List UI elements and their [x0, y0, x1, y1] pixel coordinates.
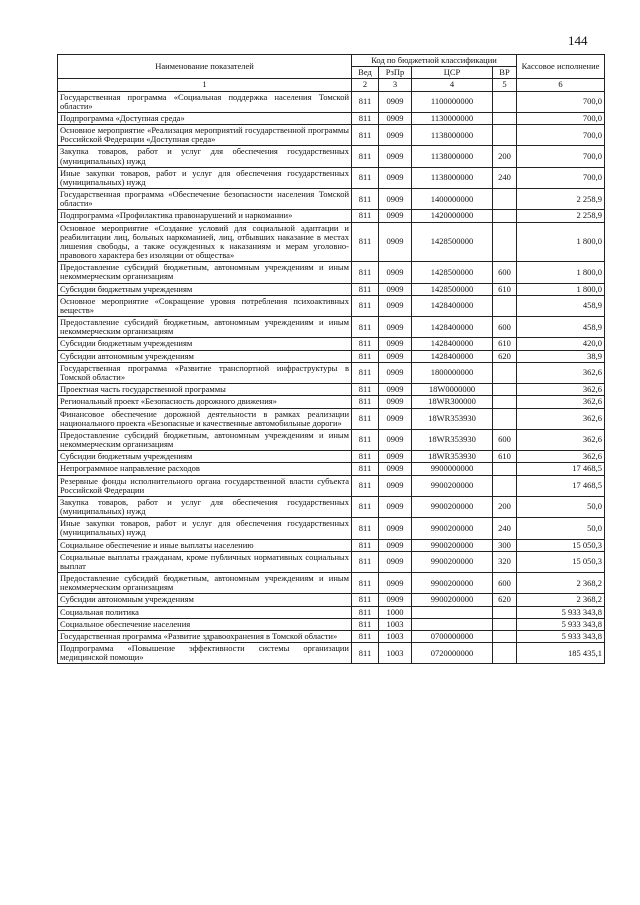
row-amount: 5 933 343,8 [517, 630, 605, 642]
row-csr: 1800000000 [412, 362, 493, 383]
row-vr: 610 [493, 283, 517, 295]
row-ved: 811 [352, 125, 379, 146]
row-csr: 9900200000 [412, 573, 493, 594]
row-amount: 420,0 [517, 338, 605, 350]
row-csr: 1138000000 [412, 125, 493, 146]
row-ved: 811 [352, 350, 379, 362]
row-amount: 17 468,5 [517, 475, 605, 496]
table-row [58, 539, 605, 551]
row-rzpr: 0909 [379, 594, 412, 606]
row-amount: 5 933 343,8 [517, 618, 605, 630]
row-name: Социальная политика [58, 606, 352, 618]
row-vr: 200 [493, 496, 517, 517]
table-row [58, 606, 605, 618]
row-csr: 9900200000 [412, 539, 493, 551]
row-rzpr: 0909 [379, 396, 412, 408]
row-rzpr: 0909 [379, 295, 412, 316]
row-name: Иные закупки товаров, работ и услуг для обеспечения государственных (муниципальных) нужд [58, 518, 352, 539]
row-name: Подпрограмма «Профилактика правонарушений и наркомании» [58, 210, 352, 222]
row-name: Предоставление субсидий бюджетным, автономным учреждениям и иным некоммерческим организациям [58, 429, 352, 450]
row-amount: 1 800,0 [517, 222, 605, 262]
row-csr: 0700000000 [412, 630, 493, 642]
row-rzpr: 0909 [379, 112, 412, 124]
header-num-3: 3 [379, 79, 412, 91]
row-csr: 1428400000 [412, 338, 493, 350]
row-amount: 1 800,0 [517, 283, 605, 295]
row-name: Иные закупки товаров, работ и услуг для обеспечения государственных (муниципальных) нужд [58, 167, 352, 188]
table-row [58, 146, 605, 167]
row-rzpr: 0909 [379, 222, 412, 262]
row-rzpr: 0909 [379, 518, 412, 539]
row-amount: 1 800,0 [517, 262, 605, 283]
row-csr: 1428500000 [412, 283, 493, 295]
row-name: Подпрограмма «Доступная среда» [58, 112, 352, 124]
table-row [58, 262, 605, 283]
row-name: Государственная программа «Социальная поддержка населения Томской области» [58, 91, 352, 112]
row-rzpr: 0909 [379, 125, 412, 146]
row-amount: 2 368,2 [517, 573, 605, 594]
table-header [58, 55, 605, 92]
row-amount: 2 368,2 [517, 594, 605, 606]
table-row [58, 518, 605, 539]
row-vr [493, 210, 517, 222]
row-amount: 2 258,9 [517, 189, 605, 210]
table-row [58, 451, 605, 463]
row-name: Непрограммное направление расходов [58, 463, 352, 475]
row-name: Основное мероприятие «Создание условий для социальной адаптации и реабилитации лиц, больных наркоманией, лиц, отбывших наказание в местах лишения свободы, а также осужденных к наказаниям и мерам уголовно-правового характера без изоляции от общества» [58, 222, 352, 262]
row-csr: 1400000000 [412, 189, 493, 210]
row-vr: 320 [493, 551, 517, 572]
row-csr: 18WR353930 [412, 429, 493, 450]
table-row [58, 496, 605, 517]
row-vr [493, 606, 517, 618]
row-amount: 362,6 [517, 408, 605, 429]
page-number: 144 [568, 33, 588, 48]
row-amount: 700,0 [517, 91, 605, 112]
row-name: Подпрограмма «Повышение эффективности системы организации медицинской помощи» [58, 643, 352, 664]
row-csr: 1420000000 [412, 210, 493, 222]
row-name: Предоставление субсидий бюджетным, автономным учреждениям и иным некоммерческим организациям [58, 573, 352, 594]
row-rzpr: 0909 [379, 475, 412, 496]
row-csr: 18WR353930 [412, 451, 493, 463]
row-vr: 300 [493, 539, 517, 551]
table-row [58, 125, 605, 146]
row-amount: 362,6 [517, 429, 605, 450]
row-amount: 362,6 [517, 396, 605, 408]
row-vr [493, 189, 517, 210]
row-rzpr: 0909 [379, 384, 412, 396]
row-csr: 9900200000 [412, 496, 493, 517]
table-row [58, 594, 605, 606]
row-csr: 9900200000 [412, 475, 493, 496]
row-ved: 811 [352, 362, 379, 383]
row-ved: 811 [352, 408, 379, 429]
row-csr: 9900000000 [412, 463, 493, 475]
header-ved: Вед [352, 67, 379, 79]
row-amount: 458,9 [517, 295, 605, 316]
row-rzpr: 0909 [379, 496, 412, 517]
header-name-column: Наименование показателей [58, 55, 352, 79]
table-row [58, 643, 605, 664]
row-rzpr: 0909 [379, 146, 412, 167]
row-vr [493, 222, 517, 262]
table-body [58, 91, 605, 664]
row-vr [493, 362, 517, 383]
row-amount: 38,9 [517, 350, 605, 362]
row-ved: 811 [352, 463, 379, 475]
row-csr: 0720000000 [412, 643, 493, 664]
table-row [58, 475, 605, 496]
row-csr: 1138000000 [412, 146, 493, 167]
row-amount: 5 933 343,8 [517, 606, 605, 618]
row-rzpr: 0909 [379, 463, 412, 475]
row-rzpr: 1000 [379, 606, 412, 618]
table-row [58, 463, 605, 475]
row-vr: 200 [493, 146, 517, 167]
table-row [58, 350, 605, 362]
row-vr: 240 [493, 518, 517, 539]
row-amount: 700,0 [517, 112, 605, 124]
row-vr: 600 [493, 573, 517, 594]
row-csr: 18WR353930 [412, 408, 493, 429]
table-row [58, 295, 605, 316]
row-amount: 15 050,3 [517, 551, 605, 572]
row-name: Государственная программа «Развитие здравоохранения в Томской области» [58, 630, 352, 642]
row-name: Основное мероприятие «Сокращение уровня потребления психоактивных веществ» [58, 295, 352, 316]
row-amount: 17 468,5 [517, 463, 605, 475]
row-vr [493, 295, 517, 316]
row-vr [493, 618, 517, 630]
row-vr: 610 [493, 451, 517, 463]
row-vr [493, 91, 517, 112]
table-row [58, 189, 605, 210]
row-vr [493, 112, 517, 124]
header-execution-column: Кассовое исполнение [517, 55, 605, 79]
row-vr: 610 [493, 338, 517, 350]
row-name: Закупка товаров, работ и услуг для обеспечения государственных (муниципальных) нужд [58, 146, 352, 167]
row-csr: 1100000000 [412, 91, 493, 112]
row-rzpr: 0909 [379, 350, 412, 362]
table-row [58, 362, 605, 383]
row-amount: 362,6 [517, 451, 605, 463]
row-ved: 811 [352, 167, 379, 188]
table-row [58, 630, 605, 642]
row-rzpr: 0909 [379, 262, 412, 283]
row-amount: 700,0 [517, 125, 605, 146]
row-rzpr: 0909 [379, 167, 412, 188]
row-name: Социальное обеспечение и иные выплаты населению [58, 539, 352, 551]
row-vr: 240 [493, 167, 517, 188]
row-name: Государственная программа «Обеспечение безопасности населения Томской области» [58, 189, 352, 210]
row-csr: 9900200000 [412, 518, 493, 539]
row-name: Закупка товаров, работ и услуг для обеспечения государственных (муниципальных) нужд [58, 496, 352, 517]
row-csr: 1428500000 [412, 222, 493, 262]
row-ved: 811 [352, 222, 379, 262]
header-num-2: 2 [352, 79, 379, 91]
row-vr [493, 475, 517, 496]
row-amount: 15 050,3 [517, 539, 605, 551]
row-rzpr: 0909 [379, 189, 412, 210]
row-rzpr: 1003 [379, 643, 412, 664]
header-rzpr: РзПр [379, 67, 412, 79]
row-ved: 811 [352, 618, 379, 630]
row-ved: 811 [352, 283, 379, 295]
row-csr: 1428400000 [412, 317, 493, 338]
row-csr: 1428400000 [412, 350, 493, 362]
row-rzpr: 1003 [379, 618, 412, 630]
table-row [58, 222, 605, 262]
row-rzpr: 0909 [379, 573, 412, 594]
row-rzpr: 0909 [379, 338, 412, 350]
row-ved: 811 [352, 338, 379, 350]
row-ved: 811 [352, 451, 379, 463]
row-name: Социальное обеспечение населения [58, 618, 352, 630]
row-vr [493, 408, 517, 429]
header-num-5: 5 [493, 79, 517, 91]
row-name: Государственная программа «Развитие транспортной инфраструктуры в Томской области» [58, 362, 352, 383]
row-vr [493, 396, 517, 408]
row-amount: 700,0 [517, 167, 605, 188]
row-vr: 620 [493, 350, 517, 362]
header-num-1: 1 [58, 79, 352, 91]
header-csr: ЦСР [412, 67, 493, 79]
row-rzpr: 0909 [379, 210, 412, 222]
row-ved: 811 [352, 189, 379, 210]
row-vr [493, 463, 517, 475]
row-name: Субсидии бюджетным учреждениям [58, 451, 352, 463]
row-name: Субсидии автономным учреждениям [58, 594, 352, 606]
table-row [58, 429, 605, 450]
row-ved: 811 [352, 573, 379, 594]
row-rzpr: 0909 [379, 551, 412, 572]
row-vr [493, 643, 517, 664]
row-name: Предоставление субсидий бюджетным, автономным учреждениям и иным некоммерческим организациям [58, 317, 352, 338]
row-vr: 600 [493, 429, 517, 450]
row-ved: 811 [352, 630, 379, 642]
row-name: Региональный проект «Безопасность дорожного движения» [58, 396, 352, 408]
row-ved: 811 [352, 539, 379, 551]
row-vr [493, 384, 517, 396]
row-ved: 811 [352, 518, 379, 539]
row-rzpr: 0909 [379, 317, 412, 338]
row-csr: 1138000000 [412, 167, 493, 188]
row-ved: 811 [352, 384, 379, 396]
row-amount: 700,0 [517, 146, 605, 167]
row-name: Основное мероприятие «Реализация мероприятий государственной программы Российской Федерации «Доступная среда» [58, 125, 352, 146]
row-amount: 362,6 [517, 384, 605, 396]
row-ved: 811 [352, 551, 379, 572]
table-row [58, 91, 605, 112]
row-amount: 50,0 [517, 496, 605, 517]
row-ved: 811 [352, 295, 379, 316]
row-ved: 811 [352, 594, 379, 606]
row-ved: 811 [352, 146, 379, 167]
row-vr [493, 125, 517, 146]
row-name: Проектная часть государственной программы [58, 384, 352, 396]
row-vr: 600 [493, 262, 517, 283]
budget-table [57, 54, 605, 664]
table-row [58, 551, 605, 572]
row-ved: 811 [352, 112, 379, 124]
table-row [58, 167, 605, 188]
row-vr: 620 [493, 594, 517, 606]
row-rzpr: 0909 [379, 451, 412, 463]
row-ved: 811 [352, 210, 379, 222]
table-row [58, 384, 605, 396]
row-csr: 18WR300000 [412, 396, 493, 408]
row-amount: 458,9 [517, 317, 605, 338]
row-name: Предоставление субсидий бюджетным, автономным учреждениям и иным некоммерческим организациям [58, 262, 352, 283]
header-vr: ВР [493, 67, 517, 79]
row-name: Субсидии бюджетным учреждениям [58, 283, 352, 295]
header-num-4: 4 [412, 79, 493, 91]
row-vr [493, 630, 517, 642]
row-ved: 811 [352, 496, 379, 517]
row-ved: 811 [352, 317, 379, 338]
row-name: Субсидии автономным учреждениям [58, 350, 352, 362]
table-row [58, 573, 605, 594]
row-csr: 9900200000 [412, 551, 493, 572]
row-amount: 185 435,1 [517, 643, 605, 664]
row-csr: 1428400000 [412, 295, 493, 316]
row-rzpr: 0909 [379, 429, 412, 450]
row-rzpr: 0909 [379, 362, 412, 383]
row-csr [412, 606, 493, 618]
row-amount: 362,6 [517, 362, 605, 383]
row-ved: 811 [352, 262, 379, 283]
table-row [58, 210, 605, 222]
row-ved: 811 [352, 396, 379, 408]
row-rzpr: 1003 [379, 630, 412, 642]
row-name: Субсидии бюджетным учреждениям [58, 338, 352, 350]
table-row [58, 317, 605, 338]
header-num-6: 6 [517, 79, 605, 91]
row-csr: 1428500000 [412, 262, 493, 283]
row-csr: 18W0000000 [412, 384, 493, 396]
row-rzpr: 0909 [379, 539, 412, 551]
row-rzpr: 0909 [379, 283, 412, 295]
row-ved: 811 [352, 606, 379, 618]
header-code-group: Код по бюджетной классификации [352, 55, 517, 67]
row-ved: 811 [352, 643, 379, 664]
table-row [58, 396, 605, 408]
row-rzpr: 0909 [379, 408, 412, 429]
row-amount: 2 258,9 [517, 210, 605, 222]
table-row [58, 618, 605, 630]
row-name: Социальные выплаты гражданам, кроме публичных нормативных социальных выплат [58, 551, 352, 572]
table-row [58, 338, 605, 350]
row-amount: 50,0 [517, 518, 605, 539]
row-vr: 600 [493, 317, 517, 338]
row-csr: 1130000000 [412, 112, 493, 124]
row-name: Резервные фонды исполнительного органа государственной власти субъекта Российской Федерации [58, 475, 352, 496]
row-rzpr: 0909 [379, 91, 412, 112]
table-row [58, 112, 605, 124]
table-row [58, 408, 605, 429]
row-csr: 9900200000 [412, 594, 493, 606]
row-csr [412, 618, 493, 630]
row-ved: 811 [352, 475, 379, 496]
table-row [58, 283, 605, 295]
row-name: Финансовое обеспечение дорожной деятельности в рамках реализации национального проекта «Безопасные и качественные автомобильные дороги» [58, 408, 352, 429]
row-ved: 811 [352, 429, 379, 450]
row-ved: 811 [352, 91, 379, 112]
